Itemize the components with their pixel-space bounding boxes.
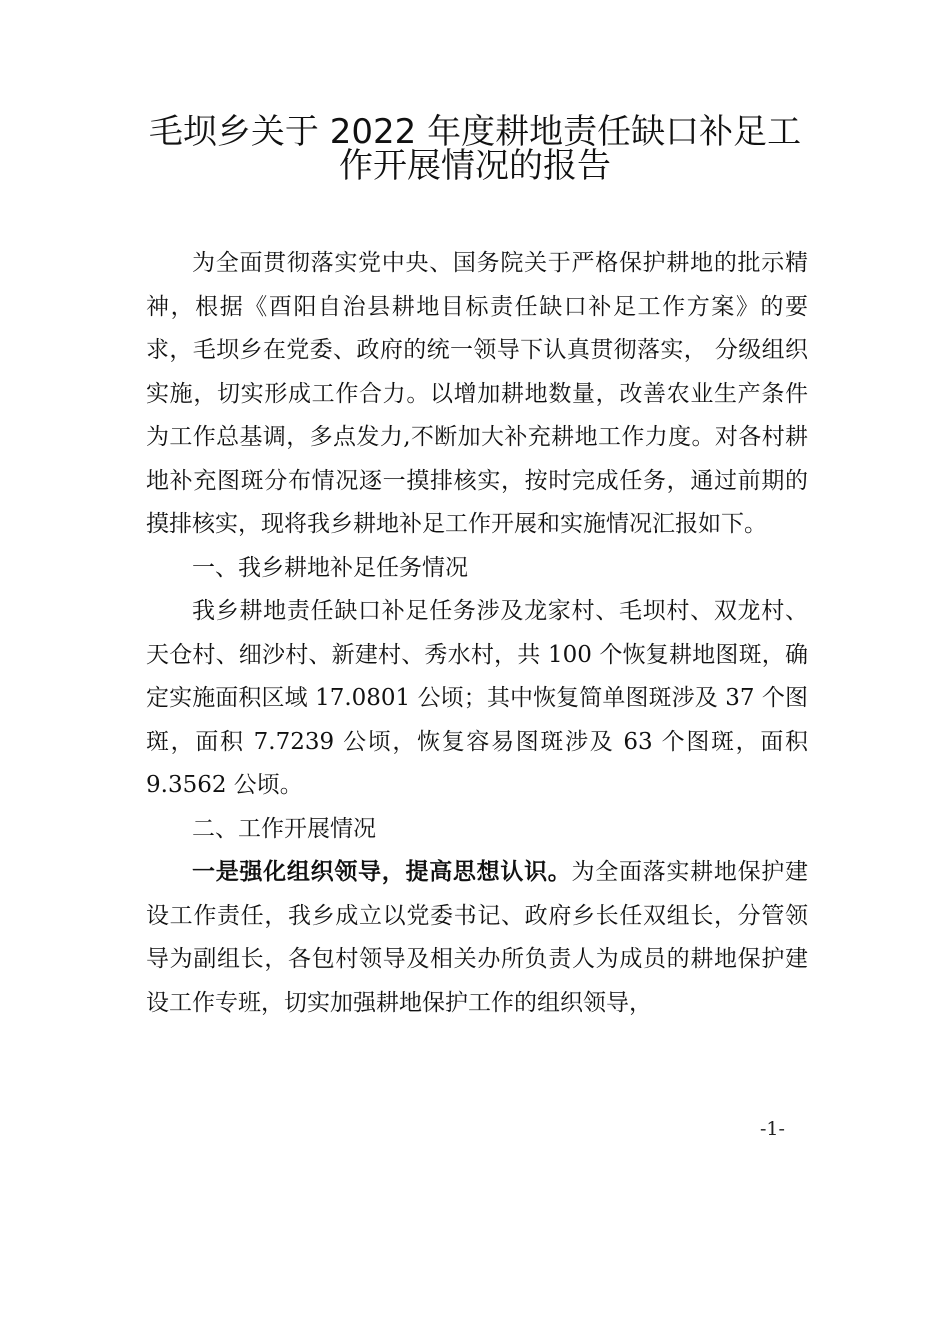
point-1-lead: 一是强化组织领导，提高思想认识。 bbox=[192, 859, 572, 885]
document-body bbox=[146, 242, 808, 1025]
document-title-line-2: 作开展情况的报告 bbox=[339, 146, 611, 186]
document-title-line-1: 毛坝乡关于 2022 年度耕地责任缺口补足工 bbox=[148, 112, 802, 152]
section-heading-1: 一、我乡耕地补足任务情况 bbox=[192, 554, 468, 581]
intro-paragraph: 为全面贯彻落实党中央、国务院关于严格保护耕地的批示精神，根据《酉阳自治县耕地目标责任缺口补足工作方案》的要求，毛坝乡在党委、政府的统一领导下认真贯彻落实， 分级组织实施，切实形成工作合力。以增加耕地数量，改善农业生产条件为工作总基调，多点发力,不断加大补充耕地工作力度。对各村耕地补充图斑分布情况逐一摸排核实，按时完成任务，通过前期的摸排核实，现将我乡耕地补足工作开展和实施情况汇报如下。 bbox=[146, 250, 808, 537]
page-number: -1- bbox=[760, 1118, 785, 1140]
section-heading-2: 二、工作开展情况 bbox=[192, 815, 376, 842]
point-1-text: 为全面落实耕地保护建设工作责任，我乡成立以党委书记、政府乡长任双组长，分管领导为副组长，各包村领导及相关办所负责人为成员的耕地保护建设工作专班，切实加强耕地保护工作的组织领导， bbox=[146, 859, 809, 1016]
tasks-paragraph: 我乡耕地责任缺口补足任务涉及龙家村、毛坝村、双龙村、天仓村、细沙村、新建村、秀水村，共 100 个恢复耕地图斑，确定实施面积区域 17.0801 公顷；其中恢复简单图斑涉及 37 个图斑，面积 7.7239 公顷，恢复容易图斑涉及 63 个图斑，面积 9.3562 公顷。 bbox=[146, 598, 808, 798]
point-1-paragraph bbox=[146, 851, 808, 1025]
